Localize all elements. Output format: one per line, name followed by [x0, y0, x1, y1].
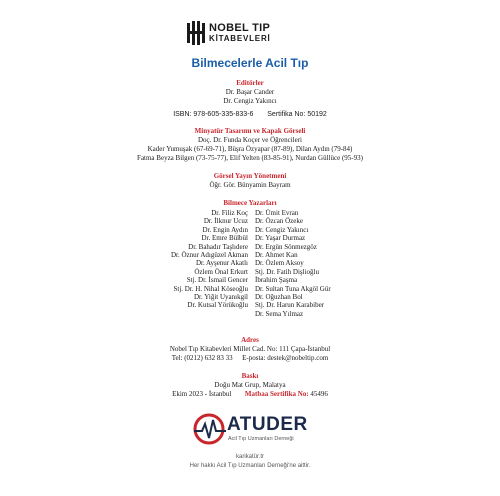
atuder-logo: [192, 412, 332, 452]
author-name: Dr. Engin Aydın: [202, 225, 248, 234]
author-name: Dr. Özlem Aksoy: [255, 259, 304, 268]
author-name: Dr. Kutsal Yörükoğlu: [187, 301, 248, 310]
miniature-line: Fatma Beyza Bilgen (73-75-77), Elif Yelten (83-85-91), Nurdan Güllüce (95-93): [137, 154, 363, 162]
publisher-name: NOBEL TIP: [209, 22, 271, 34]
author-name: Dr. Ergün Sönmezgöz: [255, 242, 317, 251]
footer-site: karikatür.tr: [235, 454, 264, 460]
author-name: Dr. Oğuzhan Bol: [255, 293, 303, 302]
author-name: Dr. Yiğit Uyanıkgil: [194, 293, 248, 302]
author-name: Dr. Ahmet Kan: [255, 251, 298, 260]
atuder-name: ATUDER: [227, 414, 308, 435]
author-name: Dr. İlknur Ucuz: [203, 217, 248, 226]
author-name: Stj. Dr. Harun Karabiber: [255, 301, 325, 310]
editor-name: Dr. Cengiz Yakıncı: [223, 97, 277, 105]
author-name: Stj. Dr. İsmail Gencer: [186, 276, 248, 285]
author-name: Dr. Sema Yılmaz: [255, 309, 304, 318]
riddle-authors-heading: Bilmece Yazarları: [223, 199, 277, 207]
author-name: Dr. Öznur Adıgüzel Akman: [171, 251, 248, 260]
isbn-row: [0, 111, 500, 119]
author-name: İbrahim Şaşma: [255, 276, 298, 285]
authors-right-column: [255, 209, 331, 318]
contact-row: [0, 354, 500, 362]
miniature-line: Doç. Dr. Funda Koçer ve Öğrencileri: [198, 136, 302, 144]
author-name: Özlem Önal Erkurt: [194, 267, 248, 276]
email: E-posta: destek@nobeltip.com: [242, 354, 329, 362]
print-cert-number: 45496: [310, 390, 328, 398]
publisher-subname: KİTABEVLERİ: [209, 34, 271, 43]
address-heading: Adres: [241, 336, 259, 344]
print-row: [0, 390, 500, 398]
print-heading: Baskı: [241, 372, 259, 380]
certificate-number: Sertifika No: 50192: [267, 111, 327, 118]
author-name: Dr. Cengiz Yakıncı: [255, 225, 309, 234]
author-name: Dr. Yaşar Durmaz: [255, 234, 306, 243]
book-title: Bilmecelerle Acil Tıp: [191, 56, 309, 70]
editors-heading: Editörler: [236, 79, 264, 87]
author-name: Stj. Dr. H. Nihal Köseoğlu: [173, 284, 248, 293]
author-name: Dr. Bahadır Taşlıdere: [188, 242, 248, 251]
print-date: Ekim 2023 - İstanbul: [172, 390, 232, 398]
miniature-line: Kader Yumuşak (67-69-71), Büşra Özyapar (87-89), Dilan Aydın (79-84): [147, 145, 353, 153]
isbn: ISBN: 978-605-335-833-6: [173, 111, 254, 118]
authors-left-column: [171, 209, 248, 310]
visual-director-name: Öğr. Gör. Bünyamin Bayram: [209, 181, 291, 189]
author-name: Dr. Filiz Koç: [211, 209, 248, 217]
author-name: Dr. Ayşenur Akatlı: [195, 259, 248, 268]
author-name: Dr. Emre Bülbül: [201, 234, 248, 243]
atuder-subtitle: Acil Tıp Uzmanları Derneği: [228, 436, 294, 442]
author-name: Dr. Özcan Özeke: [255, 217, 304, 226]
publisher-logo: [186, 20, 316, 48]
author-name: Dr. Ümit Evran: [255, 209, 299, 217]
footer-rights: Her hakkı Acil Tıp Uzmanları Derneği'ne aittir.: [189, 463, 311, 469]
address-line: Nobel Tıp Kitabevleri Millet Cad. No: 111 Çapa-İstanbul: [169, 345, 331, 353]
print-line: Doğu Mat Grup, Malatya: [214, 381, 286, 389]
author-name: Stj. Dr. Fatih Dişlioğlu: [255, 267, 319, 276]
editor-name: Dr. Başar Cander: [225, 88, 275, 96]
phone: Tel: (0212) 632 83 33: [171, 354, 233, 362]
heartbeat-logo-icon: [192, 412, 228, 448]
visual-director-heading: Görsel Yayın Yönetmeni: [213, 172, 287, 180]
book-logo-icon: [186, 21, 206, 45]
author-name: Dr. Sultan Tuna Akgöl Gür: [255, 284, 331, 293]
miniature-heading: Minyatür Tasarımı ve Kapak Görseli: [194, 127, 306, 135]
print-cert-label: Matbaa Sertifika No:: [244, 390, 309, 398]
